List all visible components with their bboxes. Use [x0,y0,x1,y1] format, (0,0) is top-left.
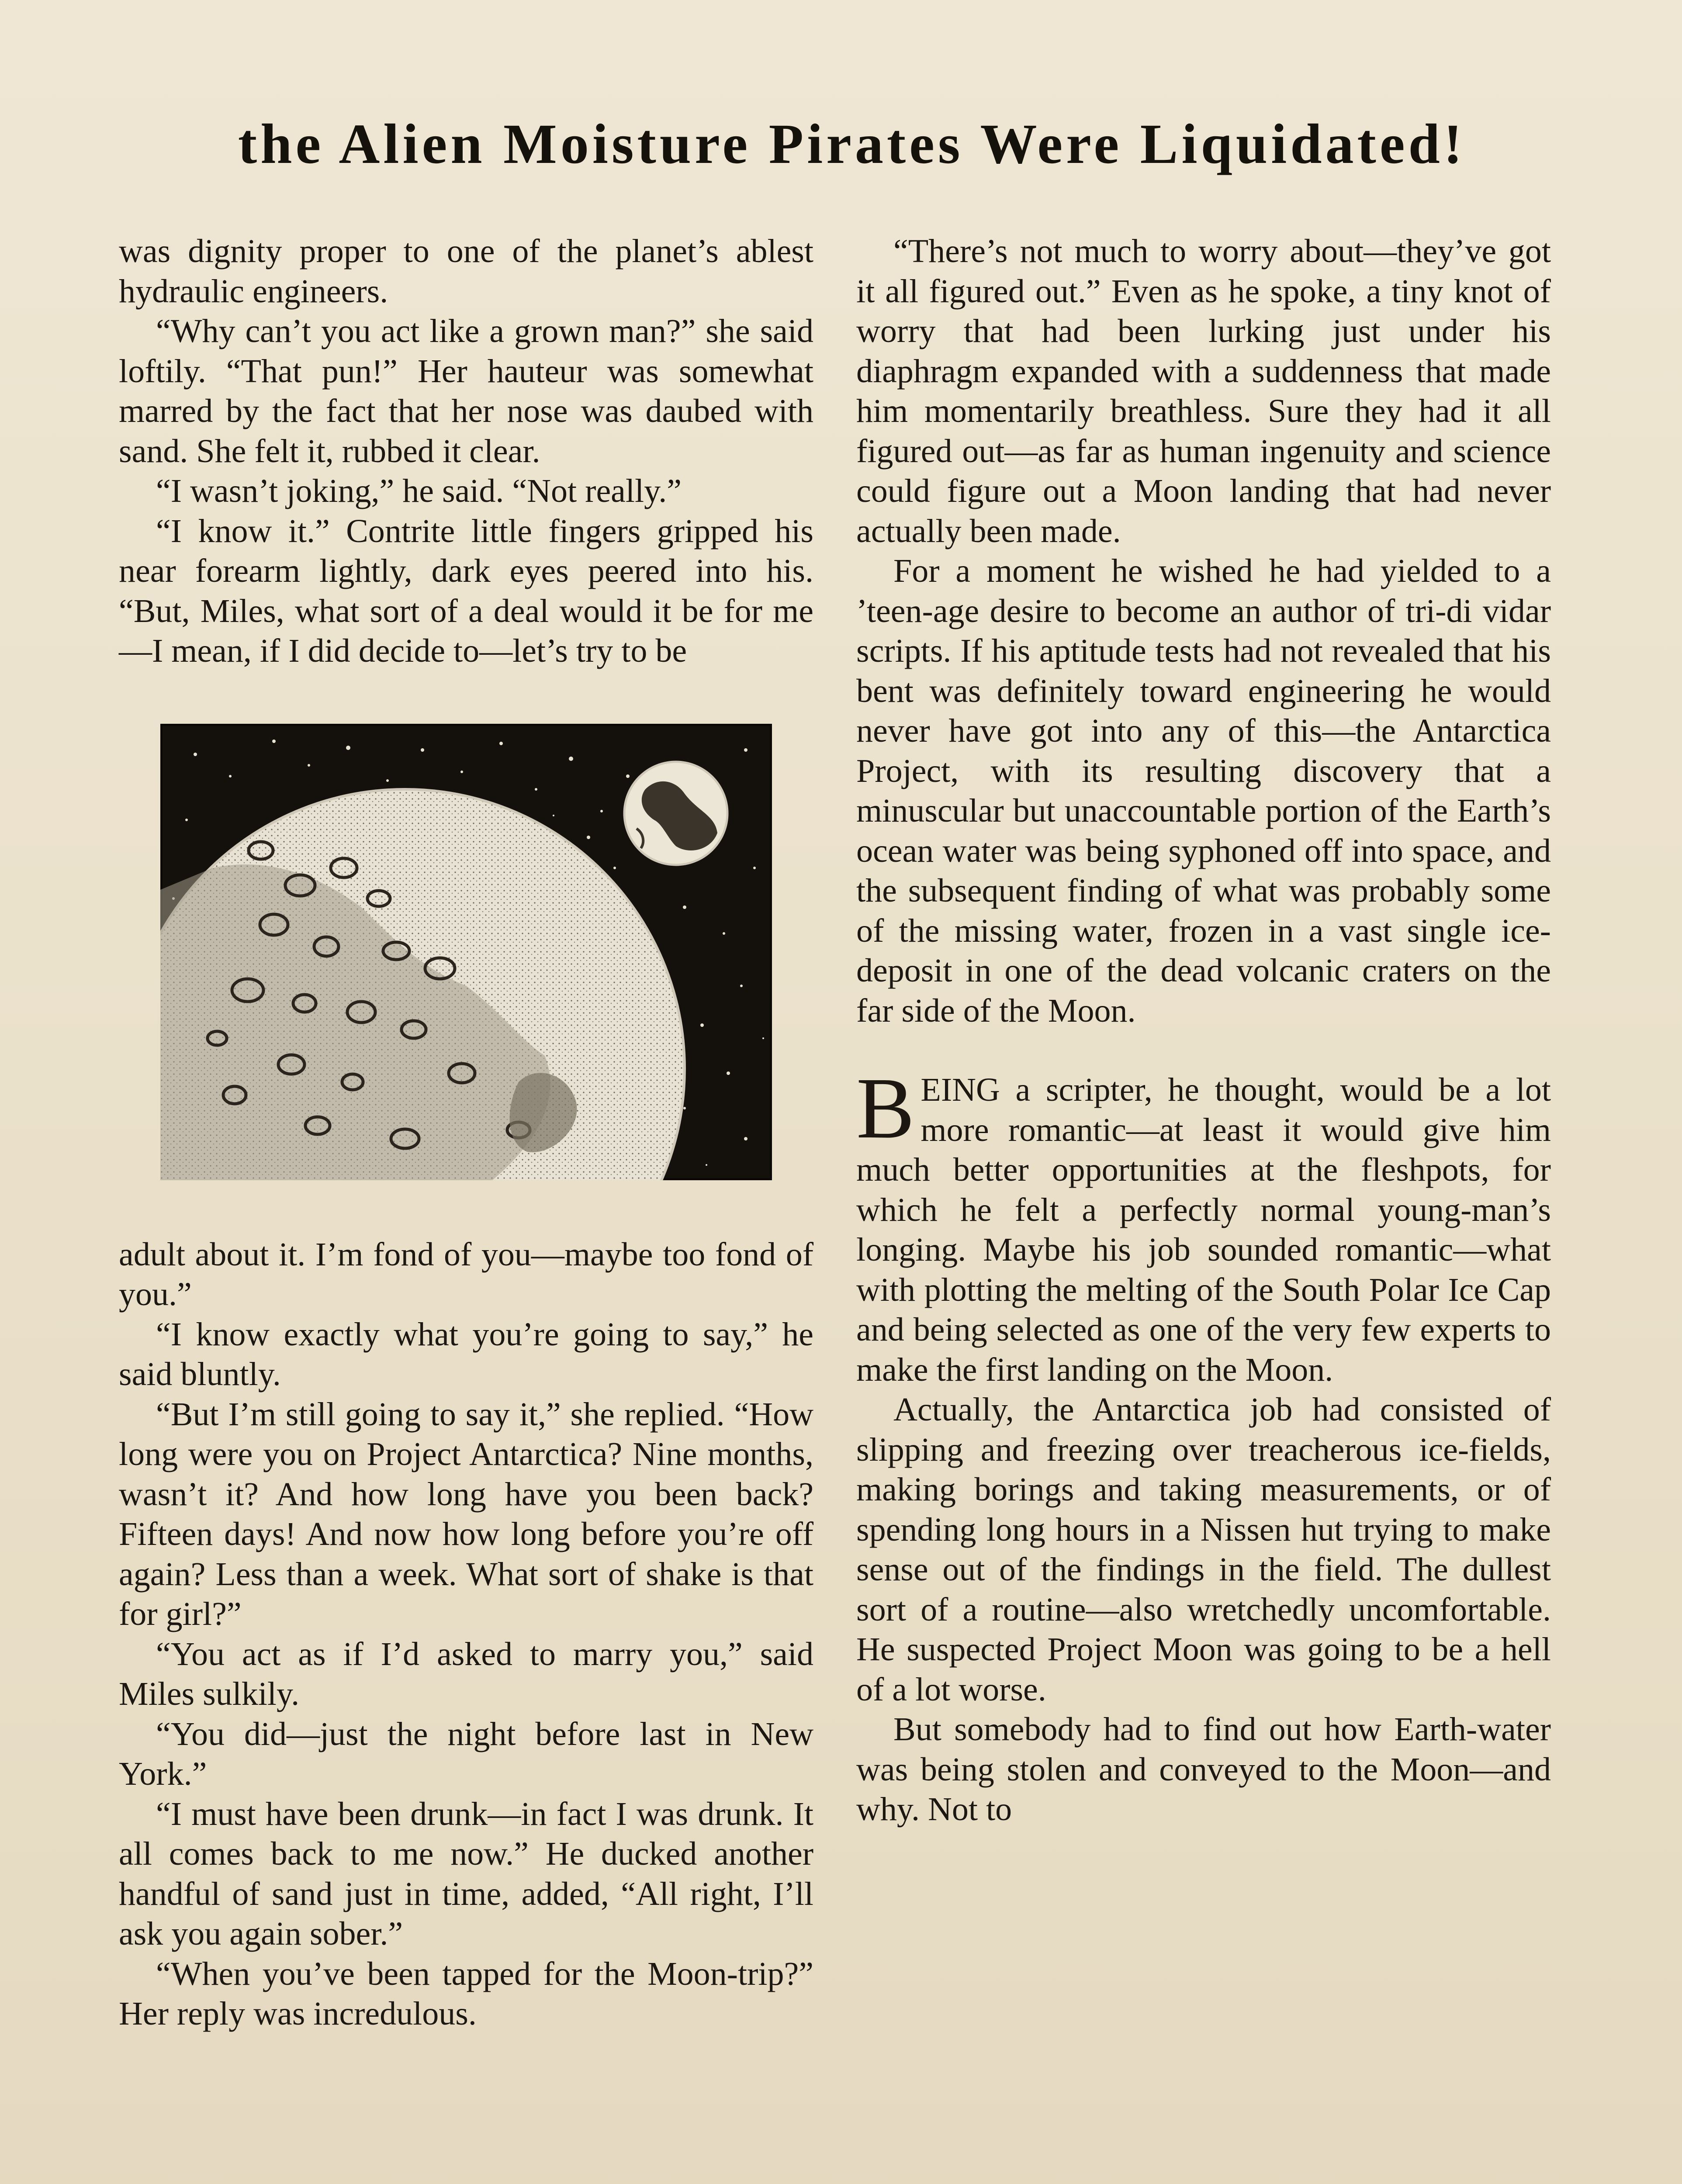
left-paragraph-11: “When you’ve been tapped for the Moon-trip?” Her reply was incredulous. [119,1955,813,2032]
left-paragraph-6: “I know exactly what you’re going to say,” he said bluntly. [119,1316,813,1393]
left-paragraph-2: “Why can’t you act like a grown man?” she said loftily. “That pun!” Her hauteur was somewhat marred by the fact that her nose was daubed with sand. She felt it, rubbed it clear. [119,313,813,470]
page-headline: the Alien Moisture Pirates Were Liquidated! [238,113,1466,176]
right-paragraph-1: “There’s not much to worry about—they’ve got it all figured out.” Even as he spoke, a tiny knot of worry that had been lurking just under his diaphragm expanded with a suddenness that made him momentarily breathless. Sure they had it all figured out—as far as human ingenuity and science could figure out a Moon landing that had never actually been made. [856,233,1551,549]
right-paragraph-2: For a moment he wished he had yielded to a ’teen-age desire to become an author of tri-di vidar scripts. If his aptitude tests had not revealed that his bent was definitely toward engineering he would never have got into any of this—the Antarctica Project, with its resulting discovery that a minuscular but unaccountable portion of the Earth’s ocean water was being syphoned off into space, and the subsequent finding of what was probably some of the missing water, frozen in a vast single ice-deposit in one of the dead volcanic craters on the far side of the Moon. [856,553,1551,1029]
right-paragraph-4: Actually, the Antarctica job had consisted of slipping and freezing over treacherous ice-fields, making borings and taking measurements, or of spending long hours in a Nissen hut trying to make sense out of the findings in the field. The dullest sort of a routine—also wretchedly uncomfortable. He suspected Project Moon was going to be a hell of a lot worse. [856,1391,1551,1708]
right-paragraph-3 [856,1060,1551,1390]
left-paragraph-4: “I know it.” Contrite little fingers gripped his near forearm lightly, dark eyes peered into his. “But, Miles, what sort of a deal would it be for me—I mean, if I did decide to—let’s try to be [119,512,813,669]
moon-illustration [160,724,772,1180]
left-paragraph-10: “I must have been drunk—in fact I was drunk. It all comes back to me now.” He ducked another handful of sand just in time, added, “All right, I’ll ask you again sober.” [119,1795,813,1952]
drop-cap-letter: B [856,1060,915,1157]
left-column [119,232,813,2034]
left-paragraph-9: “You did—just the night before last in New York.” [119,1715,813,1792]
right-column [856,232,1551,1830]
left-paragraph-7: “But I’m still going to say it,” she replied. “How long were you on Project Antarctica? Nine months, wasn’t it? And how long have you been back? Fifteen days! And now how long before you’re off again? Less than a week. What sort of shake is that for girl?” [119,1396,813,1632]
left-paragraph-3: “I wasn’t joking,” he said. “Not really.” [156,473,682,509]
left-paragraph-1: was dignity proper to one of the planet’s ablest hydraulic engineers. [119,233,813,310]
right-paragraph-5: But somebody had to find out how Earth-water was being stolen and conveyed to the Moon—and why. Not to [856,1711,1551,1828]
right-paragraph-3-text: EING a scripter, he thought, would be a lot more romantic—at least it would give him much better opportunities at the fleshpots, for which he felt a perfectly normal young-man’s longing. Maybe his job sounded romantic—what with plotting the melting of the South Polar Ice Cap and being selected as one of the very few experts to make the first landing on the Moon. [856,1071,1551,1388]
moon-earth-engraving [160,724,772,1180]
left-paragraph-8: “You act as if I’d asked to marry you,” said Miles sulkily. [119,1635,813,1712]
earth [624,762,727,865]
left-paragraph-5: adult about it. I’m fond of you—maybe too fond of you.” [119,1236,813,1313]
